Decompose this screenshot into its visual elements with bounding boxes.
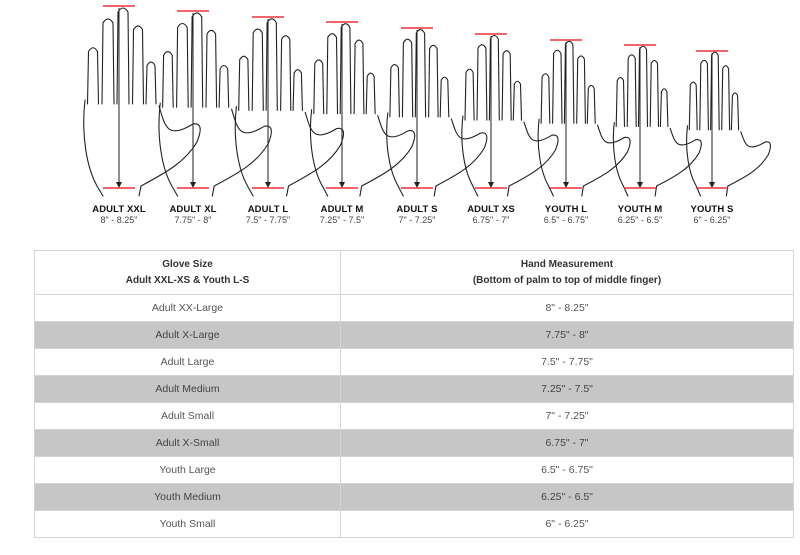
hand-figure xyxy=(462,34,558,196)
size-name: YOUTH S xyxy=(690,204,734,215)
hand-outline xyxy=(687,52,771,196)
size-range: 7.5" - 7.75" xyxy=(245,215,291,225)
size-name: YOUTH L xyxy=(544,204,588,215)
hand-outline xyxy=(84,8,200,196)
table-header-row xyxy=(35,251,794,295)
glove-size-column-header xyxy=(35,251,341,295)
hand-outline xyxy=(387,30,487,196)
hand-measurement-column-header xyxy=(341,251,794,295)
size-name: ADULT S xyxy=(396,204,438,215)
table-row xyxy=(35,349,794,376)
glove-size-table xyxy=(34,250,794,538)
header-subtitle: (Bottom of palm to top of middle finger) xyxy=(472,274,662,286)
measurement-cell: 7.25" - 7.5" xyxy=(341,376,794,403)
header-subtitle: Adult XXL-XS & Youth L-S xyxy=(125,274,250,286)
table-row xyxy=(35,295,794,322)
size-range: 7" - 7.25" xyxy=(398,215,436,225)
glove-size-cell: Adult XX-Large xyxy=(35,295,341,322)
glove-size-cell: Adult Medium xyxy=(35,376,341,403)
table-row xyxy=(35,430,794,457)
glove-size-cell: Youth Small xyxy=(35,511,341,538)
hand-figure xyxy=(613,45,701,196)
size-label-youth-s xyxy=(667,204,757,226)
measurement-cell: 8" - 8.25" xyxy=(341,295,794,322)
glove-size-cell: Adult X-Small xyxy=(35,430,341,457)
glove-size-cell: Adult Small xyxy=(35,403,341,430)
hand-figure xyxy=(387,28,487,196)
table-row xyxy=(35,484,794,511)
hand-outline xyxy=(613,46,701,196)
measurement-cell: 7" - 7.25" xyxy=(341,403,794,430)
hand-outline xyxy=(462,36,558,197)
measurement-cell: 7.75" - 8" xyxy=(341,322,794,349)
table-row xyxy=(35,322,794,349)
measurement-cell: 6.25" - 6.5" xyxy=(341,484,794,511)
size-range: 6.5" - 6.75" xyxy=(543,215,589,225)
table-row xyxy=(35,403,794,430)
size-name: ADULT XL xyxy=(169,204,217,215)
glove-size-cell: Youth Medium xyxy=(35,484,341,511)
size-range: 7.25" - 7.5" xyxy=(319,215,365,225)
size-range: 7.75" - 8" xyxy=(174,215,212,225)
size-name: ADULT XXL xyxy=(92,204,146,215)
size-range: 6.75" - 7" xyxy=(472,215,510,225)
glove-size-cell: Adult X-Large xyxy=(35,322,341,349)
glove-size-cell: Adult Large xyxy=(35,349,341,376)
size-name: ADULT XS xyxy=(467,204,515,215)
table-row xyxy=(35,376,794,403)
hand-figure xyxy=(159,11,271,196)
header-title: Glove Size xyxy=(162,258,213,270)
glove-size-cell: Youth Large xyxy=(35,457,341,484)
table-row xyxy=(35,457,794,484)
measurement-cell: 6" - 6.25" xyxy=(341,511,794,538)
size-range: 8" - 8.25" xyxy=(100,215,138,225)
measurement-cell: 6.75" - 7" xyxy=(341,430,794,457)
size-name: ADULT M xyxy=(320,204,364,215)
size-range: 6.25" - 6.5" xyxy=(617,215,663,225)
measurement-cell: 6.5" - 6.75" xyxy=(341,457,794,484)
hand-outline xyxy=(159,13,271,196)
header-title: Hand Measurement xyxy=(520,258,614,270)
table-row xyxy=(35,511,794,538)
size-name: YOUTH M xyxy=(617,204,663,215)
size-name: ADULT L xyxy=(247,204,289,215)
hand-figure xyxy=(687,51,771,196)
hand-figure xyxy=(84,6,200,196)
size-range: 6" - 6.25" xyxy=(693,215,731,225)
measurement-cell: 7.5" - 7.75" xyxy=(341,349,794,376)
